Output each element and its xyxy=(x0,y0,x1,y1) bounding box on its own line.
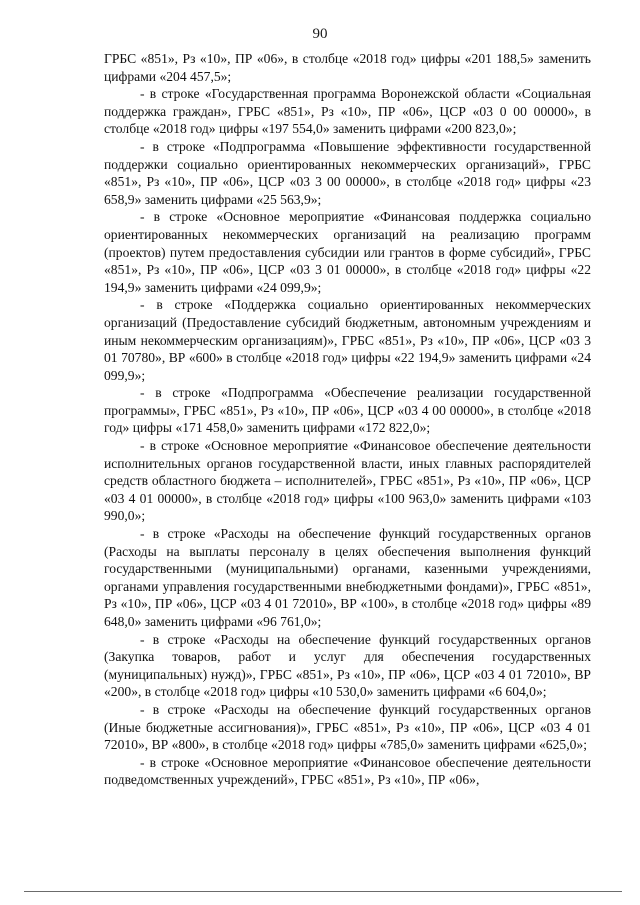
page-bottom-divider xyxy=(24,891,622,892)
paragraph: - в строке «Подпрограмма «Обеспечение реализации государственной программы», ГРБС «851», Рз «10», ПР «06», ЦСР «03 4 00 00000», в столбце «2018 год» цифры «171 458,0» заменить цифрами «172 822,0»; xyxy=(104,385,591,436)
page-number: 90 xyxy=(312,26,328,42)
paragraph: ГРБС «851», Рз «10», ПР «06», в столбце «2018 год» цифры «201 188,5» заменить цифрами «204 457,5»; xyxy=(104,51,591,84)
paragraph: - в строке «Расходы на обеспечение функций государственных органов (Иные бюджетные ассигнования)», ГРБС «851», Рз «10», ПР «06», ЦСР «03 4 01 72010», ВР «800», в столбце «2018 год» цифры «785,0» заменить цифрами «625,0»; xyxy=(104,701,591,753)
paragraph: - в строке «Основное мероприятие «Финансовое обеспечение деятельности исполнительных органов государственной власти, иных главных распорядителей средств областного бюджета – исполнителей», ГРБС «851», Рз «10», ПР «06», ЦСР «03 4 01 00000», в столбце «2018 год» цифры «100 963,0» заменить цифрами «103 990,0»; xyxy=(104,438,591,524)
document-body xyxy=(104,50,591,789)
paragraph: - в строке «Основное мероприятие «Финансовая поддержка социально ориентированных некоммерческих организаций на реализацию программ (проектов) путем предоставления субсидии или грантов в форме субсидий», ГРБС «851», Рз «10», ПР «06», ЦСР «03 3 01 00000», в столбце «2018 год» цифры «22 194,9» заменить цифрами «24 099,9»; xyxy=(104,209,591,295)
paragraph: - в строке «Расходы на обеспечение функций государственных органов (Закупка товаров, работ и услуг для обеспечения государственных (муниципальных) нужд)», ГРБС «851», Рз «10», ПР «06», ЦСР «03 4 01 72010», ВР «200», в столбце «2018 год» цифры «10 530,0» заменить цифрами «6 604,0»; xyxy=(104,631,591,700)
paragraph: - в строке «Государственная программа Воронежской области «Социальная поддержка граждан», ГРБС «851», Рз «10», ПР «06», ЦСР «03 0 00 00000», в столбце «2018 год» цифры «197 554,0» заменить цифрами «200 823,0»; xyxy=(104,86,591,137)
paragraph: - в строке «Основное мероприятие «Финансовое обеспечение деятельности подведомственных учреждений», ГРБС «851», Рз «10», ПР «06», xyxy=(104,754,591,788)
paragraph: - в строке «Подпрограмма «Повышение эффективности государственной поддержки социально ориентированных некоммерческих организаций», ГРБС «851», Рз «10», ПР «06», ЦСР «03 3 00 00000», в столбце «2018 год» цифры «23 658,9» заменить цифрами «25 563,9»; xyxy=(104,138,591,207)
paragraph: - в строке «Поддержка социально ориентированных некоммерческих организаций (Предоставление субсидий бюджетным, автономным учреждениям и иным некоммерческим организациям)», ГРБС «851», Рз «10», ПР «06», ЦСР «03 3 01 70780», ВР «600» в столбце «2018 год» цифры «22 194,9» заменить цифрами «24 099,9»; xyxy=(104,297,591,383)
paragraph: - в строке «Расходы на обеспечение функций государственных органов (Расходы на выплаты персоналу в целях обеспечения выполнения функций государственными (муниципальными) органами, казенными учреждениями, органами управления государственными внебюджетными фондами)», ГРБС «851», Рз «10», ПР «06», ЦСР «03 4 01 72010», ВР «100», в столбце «2018 год» цифры «89 648,0» заменить цифрами «96 761,0»; xyxy=(104,526,591,629)
